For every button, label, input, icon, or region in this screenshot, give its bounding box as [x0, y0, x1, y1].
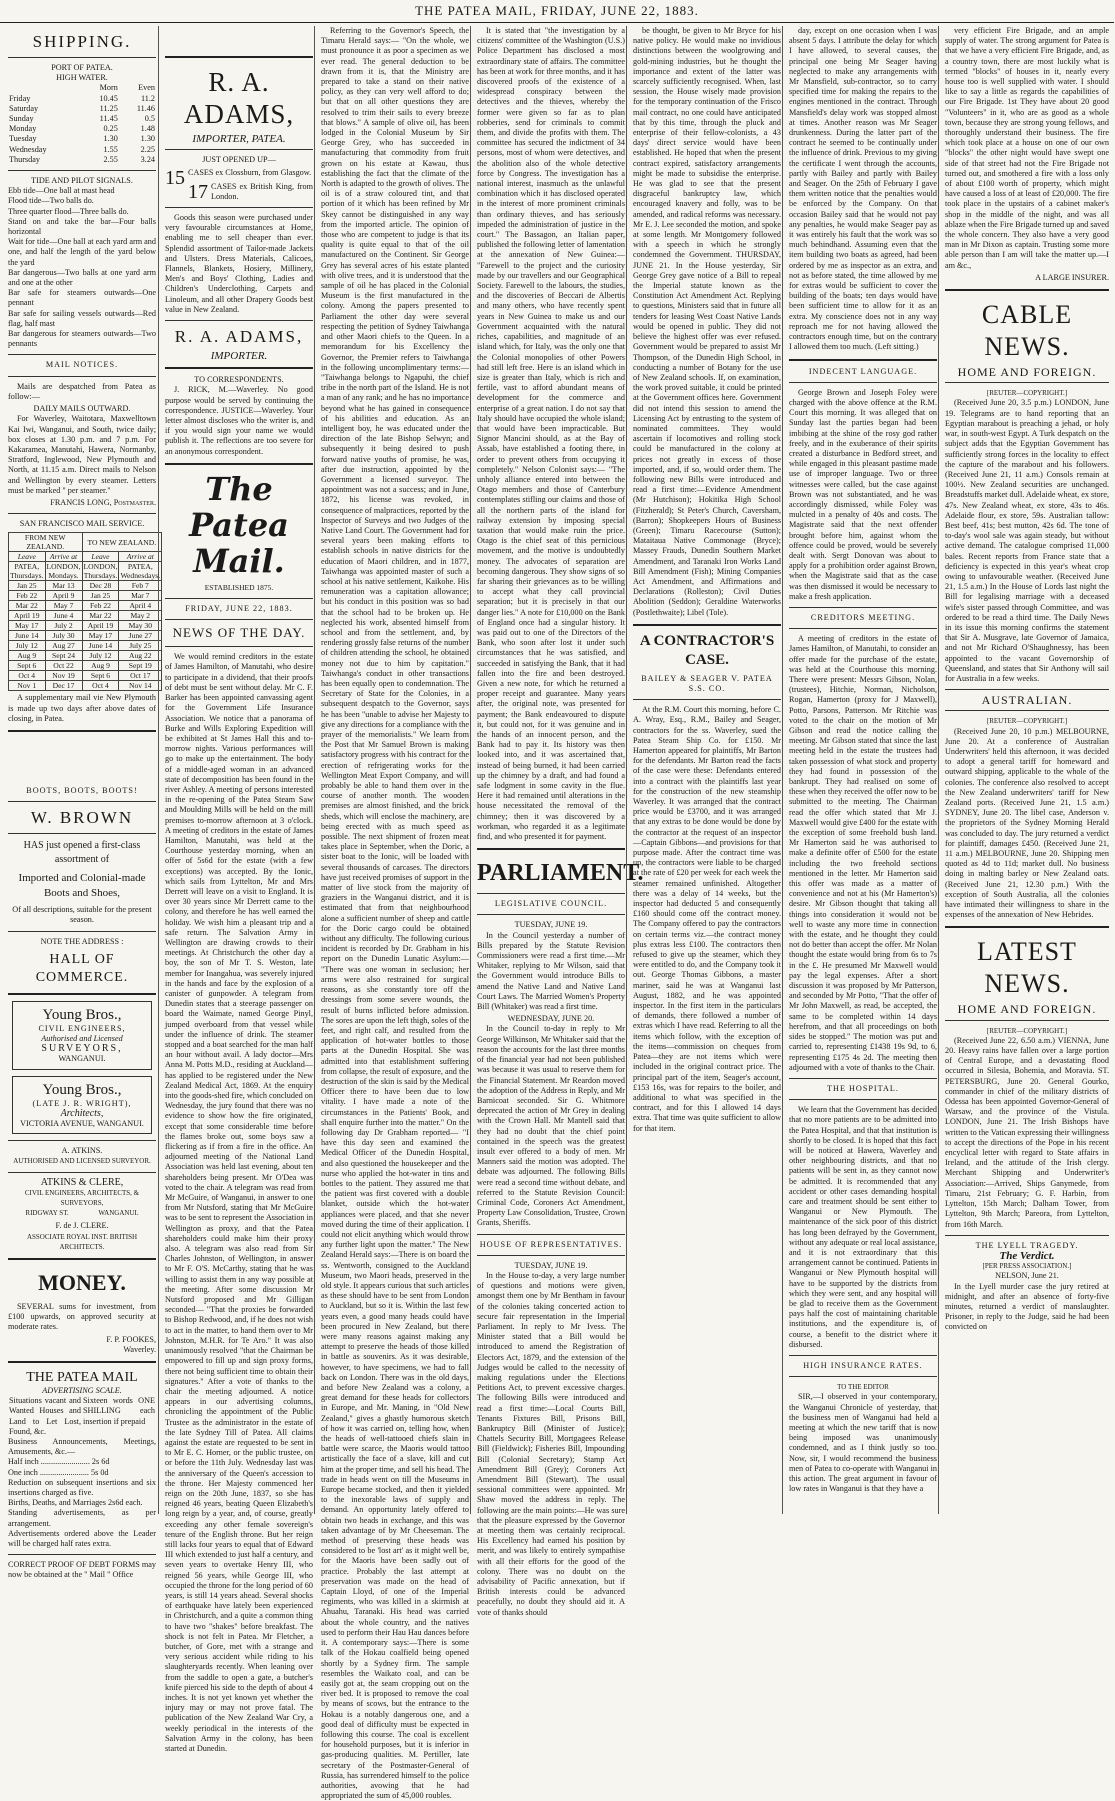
scale-line-3: Reduction on subsequent insertions and six insertions charged as five.: [8, 1477, 156, 1498]
scale-one: One inch ........................ 5s 0d: [8, 1467, 109, 1477]
young-bros-ad-2: Young Bros., (LATE J. R. WRIGHT), Architects, VICTORIA AVENUE, WANGANUI.: [12, 1076, 152, 1135]
tide-line: Bar safe for steamers outwards—One pennant: [8, 288, 156, 308]
creditors-title: CREDITORS MEETING.: [810, 612, 916, 622]
brown-address: HALL OF COMMERCE.: [35, 951, 129, 985]
high-water-heading: HIGH WATER.: [56, 73, 108, 83]
shipping-title: SHIPPING.: [32, 32, 132, 51]
contractor-parties: BAILEY & SEAGER V. PATEA S.S. CO.: [641, 673, 773, 693]
tide-line: Stand on and take the bar—Four balls horizontal: [8, 216, 156, 237]
young-bros-ad-1: Young Bros., CIVIL ENGINEERS, Authorised and Licensed SURVEYORS, WANGANUI.: [12, 1001, 152, 1070]
adams-name: R. A. ADAMS,: [183, 67, 295, 129]
reps-text: In the House to-day, a very large number of questions and motions were given, amongst them one by Mr Bentham in favour of the colonies taking concerted action to secure fair representation in the Imperial Parliament. In reply to Mr Ivess. The Minister stated that a Bill would be introduced to amend the Registration of Electors Act, 1879, and the extension of the Judges would be called to the necessity of making regulations under the Elections Petitions Act, to prevent excessive charges. The following Bills were introduced and read a first time:—Local Courts Bill, Tenants Fixtures Bill, Prisons Bill, Bankruptcy Bill (Minister of Justice); Chattels Security Bill, Mortgagees Release Bill (Fieldwick); Fisheries Bill, Impounding Bill (Colonial Secretary); Stamp Act Amendment Bill (Grey); Coroners Act Amendment Bill (Stewart). The usual sessional committees were appointed. Mr Shaw moved the address in reply. The following are the main points:—He was sure that the pleasure expressed by the Governor at meeting them was certainly reciprocal. His Excellency had earned his position by merit, and was likely to entirely sympathise with all their efforts for the good of the colony. There was no doubt on the advisability of Pacific annexation, but if British interests could be advanced peacefully, no doubt they should aid it. A vote of thanks should: [477, 1270, 625, 1617]
tide-line: Three quarter flood—Three balls do.: [8, 206, 129, 216]
news-of-day-title: NEWS OF THE DAY.: [172, 625, 306, 641]
column-3: [314, 26, 475, 1801]
brown-text-3: Of all descriptions, suitable for the present season.: [12, 905, 152, 925]
cable-sub: HOME AND FOREIGN.: [957, 365, 1097, 380]
parliament-title: PARLIAMENT.: [477, 860, 644, 887]
table-row: Nov 1 Dec 17 Oct 4 Nov 14: [9, 681, 162, 691]
scale-table: Situations vacant and Wanted Houses and Land to Let Lost, Found, &c. Sixteen words ONE SHILLING each insertion if prepaid: [9, 1396, 155, 1436]
postmaster-sign: FRANCIS LONG, Postmaster.: [50, 497, 156, 507]
latest-body: (Received June 22, 6.50 a.m.) VIENNA, June 20. Heavy rains have fallen over a large portion of Central Europe, and a devastating flood occurred in Silesia, Bohemia, and Moravia. ST. PETERSBURG, June 20. General Gourko, commander in chief of the military districts of Odessa has been appointed Governor-General of Warsaw, and the province of the Vistula. LONDON, June 21. The Irish Bishops have written to the Vatican expressing their willingness to accept the directions of the Pope in his recent encyclical letter with regard to State affairs in Ireland, and the attitude of the Irish clergy. Merchant Shipping and Underwriter's Association:—Arrived, Ships Ganymede, from Timaru, 21st February; G. F. Harbin, from Lyttelton, 15th March; Dalham Tower, from Lyttelton, 9th March; Pareora, from Lyttelton, from 16th March.: [945, 1035, 1109, 1229]
money-text: SEVERAL sums for investment, from £100 upwards, on approved security at moderate rates.: [8, 1302, 156, 1332]
sf-note: A supplementary mail vie New Plymouth is made up two days after above dates of closing, in Patea.: [8, 693, 156, 723]
table-row: Feb 22 April 9 Jan 25 Mar 7: [9, 591, 162, 601]
cable-body: (Received June 20, 3.5 p.m.) LONDON, June 19. Telegrams are to hand reporting that an Egyptian marabout is preaching a jehad, or holy war, in south-west Egypt. A Turk despatch on the subject adds that the Egyptian Government has sufficiently strong forces in the locality to effect the capture of the marabout and his followers. (Received June 21, 11 a.m.) Consols remain at 100½. New Zealand securities are unchanged. Breadstuffs market dull. Adelaide wheat, ex store, 47s. New Zealand wheat, ex store, 43s to 46s. Adelaide flour, ex store, 59s. Australian tallow: Best beef, 41s; best mutton, 42s 6d. The tone of to-day's wool sale was again steady, but without active demand. The catalogue comprised 11,000 bales. Recent reports from France state that a deficiency is expected in this year's wheat crop owing to unfavourable weather. (Received June 21, 1.5 a.m.) In the House of Lords last night the Bill for legalising marriage with a deceased wife's sister passed through Committee, and was ordered to be read a third time. The Daily News in its issue this morning confirms the statement that Sir A. Musgrave, late Governor of Jamaica, and not Mr Richard O'Shaughnessy, has been appointed to the vacant Governorship of Queensland, and states that Sir Anthony will sail for Australia in a few weeks.: [945, 398, 1109, 683]
table-row: Aug 9 Sept 24 July 12 Aug 22: [9, 651, 162, 661]
masthead: THE PATEA MAIL, FRIDAY, JUNE 22, 1883.: [0, 0, 1114, 23]
lyell-title: THE LYELL TRAGEDY.: [975, 1240, 1079, 1250]
adams-sub-2: IMPORTER.: [210, 350, 268, 363]
high-water-table: Morn Even Friday 10.45 11.2 Saturday 11.25 11.46 Sunday 11.45 0.5 Monday 0.25 1.48 Tuesday 1.30 1.30 Wednesday 1.55 2.25 Thursday 2.55 3.24: [9, 83, 155, 164]
table-row: Monday 0.25 1.48: [9, 124, 155, 134]
tide-line: Bar safe for sailing vessels outwards—Red flag, half mast: [8, 308, 156, 328]
column-2: [158, 26, 319, 1754]
mail-intro: Mails are despatched from Patea as follow:—: [8, 381, 156, 401]
tide-line: Ebb tide—One ball at mast head: [8, 186, 115, 196]
tide-line: Bar dangerous—Two balls at one yard arm and one at the other: [8, 267, 156, 288]
correspondents-title: TO CORRESPONDENTS.: [194, 375, 284, 385]
table-row: Mar 22 May 7 Feb 22 April 4: [9, 601, 162, 611]
contractor-body: At the R.M. Court this morning, before C. A. Wray, Esq., R.M., Bailey and Seager, contractors for the ss. Waverley, sued the Patea Steam Ship Co. for £150. Mr Hamerton appeared for plaintiffs, Mr Barton for the defendants. Mr Barton read the facts of the case were these: Defendants entered into a contract with the plaintiffs last year for the construction of the new steamship Waverley. It was arranged that the contract price would be £3700, and it was arranged that any extras to be done would be done by the contractor at the request of an inspector—Captain Gibbons—and provisions for that purpose made. After the contract time was up, the contractors were liable to be charged at the rate of £20 per week for each week the steamer remained unfinished. Altogether there was a delay of 14 weeks, but the inspector had deducted 5 and consequently £160 should come off the contract money. The Company offered to pay the contractors on certain terms viz.—the contract money plus extras less £100. The contractors then refused to give up the steamer, which they were entitled to do, and the Company took it out. George Thomas Gibbons, a master mariner, said he was at Wanganui last August, 1882, and he was appointed inspector. In the first item in the particulars of demands, there followed a number of extras which I have read. Referring to all the items which follow, with the exception of the items—commission on cheques from Patea—they are not items which were included in the original contract price. The principal part of the item, Seager's account, £153 16s, was for repairs to the boiler, and additional to what was specified in the contract, and for this I allowed 14 days extra. That time was quite sufficient to allow for that item.: [633, 705, 781, 1133]
tide-signals-title: TIDE AND PILOT SIGNALS.: [31, 176, 133, 186]
mail-body: For Waverley, Waitotara, Maxwelltown Kai Iwi, Wanganui, and South, twice daily; box closes at 1.30 p.m. and 7 p.m. For Kakaramea, Manutahi, Hawera, Normanby, Stratford, Inglewood, New Plymouth and North, at 11.15 a.m. Direct mails to Nelson and Wellington by every steamer. Letters must be marked " per steamer.": [8, 414, 156, 495]
clere-name: ATKINS & CLERE,: [40, 1176, 124, 1188]
australian-body: (Received June 20, 10 p.m.) MELBOURNE, June 20. At a conference of Australian Underwriters' held this afternoon, it was decided to adopt a general tariff for homeward and outward shipping, applicable to the whole of the colonies. The conference also resolved to accept the New Zealand underwriters' tariff for New Zealand ports. (Received June 21, 1.5 a.m.) SYDNEY, June 20. The libel case, Anderson v. the proprietors of the Sydney Morning Herald was concluded to day. The jury returned a verdict for plaintiff, damages £450. (Received June 21, 11 a.m.) MELBOURNE, June 20. Shipping men quoted as 4d to 11d; market dull. No business doing in malting barley or New Zealand oats. (Received June 21, 12.30 p.m.) With the exception of South Australia, all the colonies have intimated their willingness to share in the expenses of the annexation of New Hebrides.: [945, 726, 1109, 920]
tide-line: Flood tide—Two balls do.: [8, 196, 94, 206]
table-row: April 19 June 4 Mar 22 May 2: [9, 611, 162, 621]
table-row: June 14 July 30 May 17 June 27: [9, 631, 162, 641]
table-row: Friday 10.45 11.2: [9, 93, 155, 103]
cable-news-title: CABLE NEWS.: [981, 300, 1073, 362]
table-row: Tuesday 1.30 1.30: [9, 134, 155, 144]
mail-notices-title: MAIL NOTICES.: [45, 360, 119, 370]
table-row: May 17 July 2 April 19 May 30: [9, 621, 162, 631]
scale-title: THE PATEA MAIL: [26, 1370, 138, 1386]
adams-name-2: R. A. ADAMS,: [174, 327, 304, 347]
brown-text-1: HAS just opened a first-class assortment of: [23, 840, 141, 866]
column-5: [626, 26, 787, 1514]
table-row: Saturday 11.25 11.46: [9, 103, 155, 113]
boots-header: BOOTS, BOOTS, BOOTS!: [26, 785, 138, 795]
scale-line-4: Births, Deaths, and Marriages 2s6d each.: [8, 1498, 143, 1508]
paper-title: The Patea Mail.: [189, 469, 289, 580]
correspondents-body: J. RICK, M.—Waverley. No good purpose would be served by continuing the correspondence. JUSTICE—Waverley. Your letter almost discloses who the writer is, and if you would sign your name we would publish it. The reflections are too severe for an anonymous correspondent.: [165, 385, 313, 456]
col6-body: day, except on one occasion when I was absent 5 days. I attribute the delay for which I have allowed, to several causes, the principal one being Mr Seager having neglected to make any arrangements with Mr Mansfield, sub-contractor, so to carry specified time for making the repairs to the engines mentioned in the contract. Through Mansfield's delay work was stopped almost at times. Another reason was Mr Seager drunkenness. During the latter part of the contract he seemed to be continually under the influence of drink. Previous to my giving the certificate I went through the accounts, partly with Bailey and partly with Bailey and Seager. On the 25th of February I gave them written notice that the penalties would be enforced by the Company. On that occasion Bailey said that he would not pay any penalties, he would make Seager pay as it was entirely his fault that the work was so much behindhand. Assuming even that the item building two boats as agreed, had been ordered by me as inspector as an extra, and not as before stated, the time allowed by me for extras would be sufficient to cover the building of the boats; ten days would have been sufficient time to allow for it as an extra. My conscience does not in any way reproach me for not having allowed the contractors enough time, but on the contrary I allowed them too much. (Left sitting.): [789, 26, 937, 352]
column-6: day, except on one occasion when I was absent 5 days. I attribute the delay for which I have allowed, to several causes, the principal one being Mr Seager having neglected to make any arrangements with Mr Mansfield, sub-contractor, so to carry specified time for making the repairs to the engines mentioned in the contract. Through Mansfield's delay work was stopped almost at times. Another reason was Mr Seager drunkenness. During the latter part of the contract he seemed to be continually under the influence of drink. Previous to my giving the certificate I went through the accounts, partly with Bailey and partly with Bailey and Seager. On the 25th of February I gave them written notice that the penalties would be enforced by the Company. On that occasion Bailey said that he would not pay any penalties, he would make Seager pay as it was entirely his fault that the work was so much behindhand. Assuming even that the item building two boats as agreed, had been ordered by me as inspector as an extra, and not as before stated, the time allowed by me for extras would be sufficient to cover the building of the boats; ten days would have been sufficient time to allow for it as an extra. My conscience does not in any way reproach me for not having allowed the contractors enough time, but on the contrary I allowed them too much. (Left sitting.) INDECENT LANGUAGE. George Brown and Joseph Foley were charged with the above offence at the R.M. Court this morning. It was alleged that on Sunday last the parties began had been imbibing at the shine of the rosy god rather freely, and in the exuberance of their spirits created a disturbance in Bedford street, and while engaged in this pleasant pastime made use of improper language. Two or three witnesses were called, but the case against Brown was not substantiated, and he was accordingly dismissed, while Foley was mulcted in a penalty of 40s and costs. The Magistrate said that the next offender brought before him, against whom the offence could be proved, would be severely dealt with. Sergt Donovan was about to apply for a prohibition order against Brown, when the Magistrate said that as the case was then dismissed it would be necessary to make a fresh application. CREDITORS MEETING. A meeting of creditors in the estate of James Hamilton, of Manutahi, to consider an offer made for the purchase of the estate, was held at the Courthouse this morning. There were present: Messrs Gibson, Nolan, (trustees), Hitchie, Norman, Nicholson, Rogan, Hamerton (proxy for J Maxwell), Potto, Parsons, Patterson. Mr Ritchie was voted to the chair on the motion of Mr Gibson and read the notice calling the meeting. Mr Gibson stated that since the last meeting held in the estate the trustees had taken possession of what stock and property they had found in possession of the bankrupt. They had realised on some of these when they received the offer now to be submitted to the meeting. The Chairman read the offer which stated that Mr J. Maxwell would give £400 for the estate with the exception of some freehold bush land. Mr Hamerton said he was authorised to make a definite offer of £500 for the estate including the two freehold sections mentioned in the letter. Mr Hamerton said this offer was made as a matter of convenience and not at his (Mr Hamerton's) desire. Mr Gibson thought that taking all things into consideration it would not be well to waste any more time in connection with the estate, and he thought they could not do better than accept the offer. Mr Nolan thought the estate would bring from 6s to 7s in the £. He presumed Mr Maxwell would pay the legal expenses. After a short discussion it was proposed by Mr Patterson, and seconded by Mr Potto, "That the offer of Mr John Maxwell, as read, be accepted, the same to be completed within 14 days herefrom, and that all proceedings on both sides be stopped." The motion was put and carried to, representing £1438 19s 9d, to 6, representing £175 4s 2d. The meeting then adjourned with a vote of thanks to the Chair. THE HOSPITAL. We learn that the Government has decided that no more patients are to be admitted into the Patea Hospital, and that that institution is shortly to be closed. It is hoped that this fact will be noticed at Hawera, Waverley and other neighbouring districts, and that no patients will be sent in, as they cannot now be admitted. It is recommended that any accident or other cases demanding hospital care and treatment should be sent either to Wanganui or New Plymouth. The maintenance of the sick poor of this district has long been defrayed by the Government, without any adequate or real local assistance, and it is not extraordinary that this arrangement cannot be continued. Patients in Wanganui or New Plymouth hospital will have to be supported by the districts from which they were sent, and any hospital will be glad to receive them as the Government pays half the cost of maintaining charitable institutions, and the expenditure is, of course, a benefit to the district where it disbursed. HIGH INSURANCE RATES. TO THE EDITOR SIR,—I observed in your contemporary, the Wanganui Chronicle of yesterday, that the business men of Wanganui had held a meeting at which the new tariff that is now being imposed was unanimously condemned, and as I think justly so too. Now, sir, I would recommend the business men of Patea to co-operate with Wanganui in this action. The great argument in favour of low rates in Wanganui is that they have a: [782, 26, 943, 1514]
indecent-body: George Brown and Joseph Foley were charged with the above offence at the R.M. Court this morning. It was alleged that on Sunday last the parties began had been imbibing at the shine of the rosy god rather freely, and in the exuberance of their spirits created a disturbance in Bedford street, and while engaged in this pleasant pastime made use of improper language. Two or three witnesses were called, but the case against Brown was not substantiated, and he was accordingly dismissed, while Foley was mulcted in a penalty of 40s and costs. The Magistrate said that the next offender brought before him, against whom the offence could be proved, would be severely dealt with. Sergt Donovan was about to apply for a prohibition order against Brown, when the Magistrate said that as the case was then dismissed it would be necessary to make a fresh application.: [789, 387, 937, 601]
sf-mail-table: FROM NEW ZEALAND. TO NEW ZEALAND. Leave Arrive at Leave Arrive at PATEA, Thursdays. LONDON, Mondays. LONDON, Thursdays. PATEA, Wednesdays. Jan 25 Mar 13 Dec 28 Feb 7 Feb 22 April 9 Jan 25 Mar 7 Mar 22 May 7 Feb 22 April 4 April 19 June 4 Mar 22 May 2 May 17 July 2 April 19 May 30 June 14 July 30 May 17 June 27 July 12 Aug 27 June 14 July 25 Aug 9 Sept 24 July 12 Aug 22 Sept 6 Oct 22 Aug 9 Sept 19 Oct 4 Nov 19 Sept 6 Oct 17 Nov 1 Dec 17 Oct 4 Nov 14: [10, 533, 161, 691]
scale-line-6: Advertisements ordered above the Leader will be charged half rates extra.: [8, 1528, 156, 1549]
clere-line-1: CIVIL ENGINEERS, ARCHITECTS, & SURVEYORS,: [24, 1188, 140, 1207]
lyell-verdict: The Verdict.: [999, 1249, 1055, 1262]
brown-note: NOTE THE ADDRESS :: [40, 936, 124, 946]
table-row: Sept 6 Oct 22 Aug 9 Sept 19: [9, 661, 162, 671]
table-row: July 12 Aug 27 June 14 July 25: [9, 641, 162, 651]
table-row: Oct 4 Nov 19 Sept 6 Oct 17: [9, 671, 162, 681]
news-body: We would remind creditors in the estate of James Hamilton, of Manutahi, who desire to participate in a dividend, that their proofs of debt must be sent without delay. Mr C. F. Barker has been appointed canvassing agent for the Government Life Insurance Association. We notice that a panorama of Burke and Wills Exploring Expedition will be exhibited at St James Hall this and to-morrow nights. Various performances will go to make up the entertainment. The body of a middle-aged woman in an advanced state of decomposition has been found in the river Ashley. A meeting of persons interested in the re-opening of the Patea Steam Saw and Moulding Mills will be held on the mill premises to-morrow afternoon at 3 o'clock. A meeting of creditors in the estate of James Hamilton, Manutahi, was held at the Courthouse yesterday morning, when an offer of 5s6d for the estate (with a few exceptions) was accepted. By the Ionic, which sails from Lyttelton, Mr and Mrs Derrett will leave on a visit to England. It is over 30 years since Mr Derrett came to the colony, and therefore he has well earned the holiday. We wish him a pleasant trip and a safe return. The Salvation Army in Wellington are drawing crowds to their meetings. At Christchurch the other day a boy, the son of Mr T. S. Weston, late member for Inangahua, was severely injured in the hands and face by the explosion of a canister of gunpowder. A telegram from Dunedin states that a steerage passenger on board the Waimate, named George Pinyl, jumped overboard from that vessel while under the influence of drink. The steamer stopped and a boat searched for the man half an hour without avail. A lady doctor—Mrs Anna M. Potts M.D., residing at Auckland—has applied to be registered under the New Zealand Medical Act, 1869. At the enquiry into the goods-shed fire, which concluded on Wednesday, the jury found that there was no evidence to show how the fire originated, except that some considerable time before the flames broke out, some boys saw a flickering as if from a fire in the office. An adjourned meeting of the National Land Association was held last evening, about ten shareholders being present. Mr O'Dea was voted to the chair. A telegram was read from Mr McGuire, of Wanganui, in answer to one from Mr Nutsford, stating that Mr McGuire was to be sent to represent the Association in Wellington as proxy, and that the Patea shareholders could make him their proxy also. A telegram was also read from Sir Charles Johnston, of Wellington, in answer to Mr F. O'S. McCarthy, stating that he was willing to assist them in any way possible at the meeting. After some discussion Mr Nutsford proposed and Mr Gilligan seconded— "That the proxies be forwarded to Bishop Redwood, and, if he does not wish to act in the matter, to hand them over to Mr Johnston, M.H.R. for Te Aro." It was also unanimously resolved "that the Chairman be empowered to fill up and sign proxy forms, there not being sufficient time to obtain their signatures." After a vote of thanks to the chair the meeting adjourned. A notice appears in our advertising columns, chronicling the appointment of the Public Trustee as the administrator in the estate of the late Sydney Till of Patea. All claims against the estate are requested to be sent in to Mr E. C. Horner, or the public trustee, on or before the 11th July. Wednesday last was the anniversary of the Queen's accession to the throne. Her Majesty commenced her reign on the 20th June, 1837, so she has reigned 46 years, beating Queen Elizabeth's long reign by a year, and, of course, greatly exceeding any other female sovereign's tenure of the English throne. But her reign still lacks four years to equal that of Edward III which extended to just half a century, and seven years to overtake Henry III, who reigned 56 years, while George III, who occupied the throne for the long period of 60 years, is still 14 years ahead. Several shocks of earthquake have lately been experienced in Christchurch, and a quite a common thing to have two "shakes" before breakfast. The shock is not felt in Patea. Mr Fletcher, a butcher, of Gore, met with a strange and very serious accident while riding to his slaughteryards recently. When leaning over from the saddle to open a gate, a butcher's knife pierced his side to the depth of about 4 inches. It is not yet known yet whether the injury may or may not prove fatal. The publication of the New Zealand War Cry, a weekly periodical in the interests of the Salvation Army in the colony, has been started at Dunedin.: [165, 652, 313, 1754]
scale-line-2: Business Announcements, Meetings, Amusements, &c.—: [8, 1437, 156, 1457]
scale-half: Half inch ........................ 2s 6d: [8, 1457, 110, 1467]
col7-body: very efficient Fire Brigade, and an ample supply of water. The strong argument for Patea is that we have a very efficient Fire Brigade, and, as a country town, there are most luckily what is termed "blocks" of houses in it, nearly every house too is well supplied with water. I should like to say a little as regards the capabilities of our Fire Brigade. 1st They have about 20 good "Volunteers" in it, who are as good as a whole town, because they are strong young fellows, and thoroughly understand their business. The fire which took place at a house on one of our own "blocks" the other night would have swept one side of that street had not the Fire Brigade not turned out, and smothered a fire with a loss only of about £100 worth of property, which might have caused a loss of at least of £20,000. The fire took place in the upstairs of a cabinet maker's shop in the middle of the night, and was all ablaze when the Fire Brigade turned up and saved the whole concern. They also have a very good man in Mr Dixon as captain. Trusting some more able person than I am will take the matter up.—I am &c.,: [945, 26, 1109, 270]
tide-line: Bar dangerous for steamers outwards—Two pennants: [8, 329, 156, 349]
table-row: Jan 25 Mar 13 Dec 28 Feb 7: [9, 581, 162, 591]
legislative-council-heading: LEGISLATIVE COUNCIL.: [494, 899, 608, 909]
atkins-line: AUTHORISED AND LICENSED SURVEYOR.: [13, 1157, 151, 1166]
table-row: Wednesday 1.55 2.25: [9, 144, 155, 154]
proof-notice: CORRECT PROOF OF DEBT FORMS may now be obtained at the " Mail " Office: [8, 1560, 156, 1580]
daily-mails-heading: DAILY MAILS OUTWARD.: [33, 404, 131, 414]
col3-body: Referring to the Governor's Speech, the Timaru Herald says:— "On the whole, we must pronounce it as poor a specimen as we ever read. The general deduction to be drawn from it is, that the Ministry are prepared to take a stand on their native policy, as they can very well afford to do; but that on all other questions they are resolved to trim their sails to every breeze that blows." A sample of olive oil, has been lodged in the Colonial Museum by Sir George Grey, who has succeeded in manufacturing that commodity from fruit grown on his estate at Kawau, thus establishing the fact that the climate of the North is adapted to the growth of olives. The oil is of a straw coloured tint, and that portion of it which has been refined by Mr Skey cannot be distinguished in any way from the imported article. The opinion of those who are competent to judge is that its quality is quite equal to that of the oil manufactured on the Continent. Sir George Grey has several acres of his estate planted with olive trees, and it is understood that the sample of oil he has placed in the Colonial Museum is the first manufactured in the colony. Among the papers presented to Parliament the other day were several respecting the petition of Sydney Taiwhanga and other Maori chiefs to the Queen. In a memorandum for his Excellency the Governor, the Premier refers to Taiwhanga in the following uncomplimentary terms:— "Taiwhanga belongs to Ngapuhi, the chief tribe in the north part of the Island. He is not a man of any rank; and he has no importance beyond what he has gained in consequence of his abilities and education. As an intelligent boy, he was educated under the direction of the late Bishop Selwyn; and subsequently it being desired to push forward native youths of promise, he was, after due instruction, appointed by the Government a licensed surveyor. The appointment was not a success; and in June, 1872, his license was revoked, in consequence of malpractices, reported by the Inspector of Surveys and two Judges of the Native Land Court. The Government had for several years been making efforts to establish schools in native districts for the education of Maori children, and in 1877, Taiwhanga was appointed master of such a school at his native settlement, Kaikohe. His remuneration was a capitation allowance; but his conduct in this position was so bad that the school had to be broken up. He neglected his work, absented himself from school and from the settlement, and, by rendering grossly false returns of the number of children attending the school, he obtained money not due to him by capitation." Taiwhanga's conduct in other transactions has been equally open to condemnation. The Secretary of State for the Colonies, in a subsequent despatch to the Governor, says he has been "unable to advise her Majesty to give any directions for a compliance with the prayer of the memorialists." We learn from the Post that Mr Samuel Brown is making satisfactory progress with his contract for the erection of refrigerating works for the Wellington Meat Export Company, and will probably be able to hand them over in the course of another month. The wooden premises are almost finished, and the brick sheds, which will enclose the machinery, are being erected with as much speed as possible. The next shipment of frozen meat takes place in September, when the Doric, a sister boat to the Ionic, will be loaded with several thousands of carcases. The directors have just received promises of support in the matter of live stock from the majority of graziers in the Wanganui district, and it is estimated that from that neighbourhood alone a sufficient number of sheep and cattle for the Doric cargo could be obtained without any difficulty. The following curious incident is recorded by Dr. Grabham in his report on the Dunedin Lunatic Asylum:— "There was one woman in seclusion; her arms were also restrained for surgical reasons, as she constantly tore off the dressings from some severe wounds, the result of burns inflicted before admission. The sores are upon the left thigh, soles of the feet, and right calf, and resulted from the application of hot-water bottles to those parts at the Dunedin Hospital. She was admitted into that establishment suffering from collapse, the result of exposure, and the destruction of the skin is said by the Medical Officer there to have been due to low vitality. I have made a note of the circumstances in the Patients' Book, and shall enquire further into the matter." On the following day Dr Grabham reported— "I have this day seen and examined the Medical Officer of the Dunedin Hospital, and also questioned the housekeeper and the nurse who applied the hot-water in tins and bottles to the patient. They assured me that the patient was first covered with a double blanket, outside which the hot-water appliances were placed, and that she never moved during the time of their application. I could not elicit anything which would throw any further light upon the matter." The New Zealand Herald says:—There is on board the ss. Wentworth, consigned to the Auckland Museum, two Maori heads, preserved in the old style. It appears curious that such articles as these should have to be sent from London to Auckland, but so it is. Within the last few years even, a good many heads could have been procured in New Zealand, but there were many reasons against making any attempt to preserve the heads of those killed in battle as souvenirs. As it was desirable, however, to have specimens, we had to fall back on London. There was in the old days, and before New Zealand was a colony, a great demand for these heads for collectors in Europe, and Mr. Maning, in "Old New Zealand," gives a ghastly humorous sketch of how it was carried on, telling how, when the heads of well-tattooed chiefs slain in battle were scarce, the Maoris would tattoo artistically the face of a slave, kill and cut him at the proper time, and sell his head. The trade in heads went on till the Museums in Europe became stocked, and then it yielded to the inexorable laws of supply and demand. An opportunity lately offered to obtain two heads in exchange, and this was taken advantage of by Mr Cheeseman. The method of preserving these heads was considered to be 'lost art' as it might well be, for the Maoris have been sadly out of practice. Probably the last attempt at preservation was made on the head of Captain Lloyd, of one of the Imperial regiments, who was killed in a skirmish at Ahuahu, Taranaki. His head was carried about the whole country, and the natives used to perform their Hau Hau dances before it. A contemporary says:—There is some talk of the Hokau coalfield being opened shortly by a Sydney firm. The sample resembles the Waikato coal, and can be easily got at, the seam cropping out on the river bed. It is proposed to remove the coal by means of scows, but the entrance to the Hokau is a notably dangerous one, and a good deal of difficulty must be expected in following this course. The coal is excellent for household purposes, but it is inferior in gas-producing qualities. M. Pertiller, late secretary of the Postmaster-General of Russia, has surrendered himself to the police authorities, avowing that he had appropriated the sum of 45,000 roubles.: [321, 26, 470, 1801]
latest-news-title: LATEST NEWS.: [977, 937, 1077, 999]
money-sign: F. P. FOOKES,: [106, 1334, 156, 1344]
australian-title: AUSTRALIAN.: [981, 693, 1073, 708]
creditors-body: A meeting of creditors in the estate of James Hamilton, of Manutahi, to consider an offer made for the purchase of the estate, was held at the Courthouse this morning. There were present: Messrs Gibson, Nolan, (trustees), Hitchie, Norman, Nicholson, Rogan, Hamerton (proxy for J Maxwell), Potto, Parsons, Patterson. Mr Ritchie was voted to the chair on the motion of Mr Gibson and read the notice calling the meeting. Mr Gibson stated that since the last meeting held in the estate the trustees had taken possession of what stock and property they had found in possession of the bankrupt. They had realised on some of these when they received the offer now to be submitted to the meeting. The Chairman read the offer which stated that Mr J. Maxwell would give £400 for the estate with the exception of some freehold bush land. Mr Hamerton said he was authorised to make a definite offer of £500 for the estate including the two freehold sections mentioned in the letter. Mr Hamerton said this offer was made as a matter of convenience and not at his (Mr Hamerton's) desire. Mr Gibson thought that taking all things into consideration it would not be well to waste any more time in connection with the estate, and he thought they could not do better than accept the offer. Mr Nolan thought the estate would bring from 6s to 7s in the £. He presumed Mr Maxwell would pay the legal expenses. After a short discussion it was proposed by Mr Patterson, and seconded by Mr Potto, "That the offer of Mr John Maxwell, as read, be accepted, the same to be completed within 14 days herefrom, and that all proceedings on both sides be stopped." The motion was put and carried to, representing £1438 19s 9d, to 6, representing £175 4s 2d. The meeting then adjourned with a vote of thanks to the Chair.: [789, 634, 937, 1072]
scale-line-5: Standing advertisements, as per arrangement.: [8, 1508, 156, 1528]
table-row: Sunday 11.45 0.5: [9, 114, 155, 124]
contractor-case-title: A CONTRACTOR'S CASE.: [639, 632, 775, 668]
adams-body: Goods this season were purchased under very favourable circumstances at Home, enabling me to sell cheaper than ever. Splendid assortment of Tailor-made Jackets and Ulsters. Dress Materials, Calicoes, Flannels, Blankets, Hosiery, Millinery, Men's and Boys' Clothing, Ladies and Children's Underclothing, Carpets and Linoleum, and all other Drapery Goods best value in New Zealand.: [165, 213, 313, 314]
clere-line-2: RIDGWAY ST. WANGANUI.: [25, 1209, 139, 1218]
col5-body: be thought, be given to Mr Bryce for his native policy. He would make no invidious distinctions between the woolgrowing and gold-mining industries, but he thought the importance and extent of the latter was scarcely sufficiently recognised. When, last session, the House wisely made provision for the temporary continuation of the Frisco mail contract, no one could have anticipated that by this time, through the pluck and enterprise of their fellow-colonists, a 43 days' direct service would have been established. He hoped that when the present contract expired, satisfactory arrangements might be made to subsidise the enterprise. He was glad to see that the present disgraceful bankruptcy law, which encouraged knavery and folly, was to be amended, and radical reforms was necessary. Mr E. J. Lee seconded the motion, and spoke at some length. Mr Montgomery followed with a speech in which he strongly condemned the Government. THURSDAY, JUNE 21. In the House yesterday, Sir George Grey gave notice of a Bill to repeal the Imperial statute known as the Constitution Act Amendment Act. Replying to questions, Ministers said that in future all tenders for leasing West Coast Native Lands would be opened in public. They did not believe the highest offer was ever refused. Government would be prepared to assist Mr Thompson, of the Dunedin High School, in conducting a number of Botany for the use of New Zealand schools. If, on examination, the work proved suitable, it could be printed at the Government offices here. Government did not intend this session to amend the Licensing Act by entrusting to the system of nominated committees. They would ascertain if locomotives and rolling stock could be manufactured in the colony at prices not greatly in excess of those imported, and, if so, would order them. The following new Bills were introduced and read a first time:—Evidence Amendment (Mr Hutchison); Hokitika High School (Fitzherald); St Peter's Church, Caversham, (Barron); Shopkeepers Hours of Business (Green); Timaru Racecourse (Sutton); Mataitaua Native Commonage (Bryce); Massey Frauds, Dunedin Southern Market Amendment, and Taranaki Iron Works Land Bill Amendment (Fish); Mining Companies Act Amendment, and Affirmations and Declarations (Rolleston); Civil Duties Abolition (Seddon); Geraldine Waterworks (Postlethwaite); Libel (Tole).: [633, 26, 781, 617]
hospital-body: We learn that the Government has decided that no more patients are to be admitted into the Patea Hospital, and that that institution is shortly to be closed. It is hoped that this fact will be noticed at Hawera, Waverley and other neighbouring districts, and that no patients will be sent in, as they cannot now be admitted. It is recommended that any accident or other cases demanding hospital care and treatment should be sent either to Wanganui or New Plymouth. The maintenance of the sick poor of this district has long been defrayed by the Government, without any adequate or real local assistance, and it is not extraordinary that this arrangement cannot be continued. Patients in Wanganui or New Plymouth hospital will have to be supported by the districts from which they were sent, and any hospital will be glad to receive them as the Government pays half the cost of maintaining charitable institutions, and the expenditure is, of course, a benefit to the district where it disbursed.: [789, 1105, 937, 1349]
col4-body: It is stated that "the investigation by a citizens' committee of the Washington (U.S.) Police Department has disclosed a most extraordinary state of affairs. The committee has been at work for three months, and it has discovered proofs of the existence of a widespread conspiracy between the detectives and the thieves, whereby the former were given so far as to plan robberies, send for criminals to commit them, and divide the profits with them. The committee has secured the indictment of 34 persons, most of whom were detectives, and the abolition also of the whole detective force by Congress. The investigation has a national interest, inasmuch as the unlawful combination which it has disclosed operated in the interest of more prominent criminals than ordinary thieves, and has seriously impeded the administration of justice in the court." The Bassagon, an Italian paper, published the following letter of lamentation at the annexation of New Guinea:— "Farewell to the project and the curiosity made by our travellers and our Geographical Society. Farewell to the labours, the studies, and the discoveries of Beccari de Albertis and many others, who have recently spent years in New Guinea to make us and our Government acquainted with the natural riches, capabilities, and magnitude of an island which, for Italy, was the only one that the Colonial monopolies of other Powers had still left free. Here is an island which in size is greater than Italy, which is rich and fertile, vast to afford abundant means of development for the commerce and enterprise of a great nation. I do not say that Italy should have occupied the whole island; that would have been impracticable. But Signor Mancini should, as at the Bay of Assab, have established a footing there, in order to prevent others from occupying it completely." Nelson Colonist says:— "The unholy alliance entered into between the Otago members and those of Canterbury contemplates stifling our claims and those of all the northern parts of the island for railway extension by imposing special taxation that would make ruin the price. Otago is the chief seat of this pernicious movement, and the motive is undoubtedly money. The advocates of separation are becoming dangerous. They show signs of so far sharing their grievances as to be willing to accept what they call provincial separation; but it is precisely in that our danger lies." A note for £10,000 on the Bank of England once had a singular history. It was paid out to one of the Directors of the Bank, who soon after lost it under such circumstances that he was satisfied, and succeeded in satisfying the Bank, that it had fallen into the fire and been destroyed. Given a new note, for which he returned a proper receipt and guarantee. Many years after, the original note, was presented for payment; the Bank endeavoured to dispute it, but could not, for it was genuine and in the hands of an innocent person, and the Bank had to pay it. Its history was then looked into, and it was ascertained that, instead of being burned, it had been carried up the chimney by a draft, and had found a safe lodgment in some cavity in the flue. Here it had remained until alterations in the house necessitated the removal of the chimney; then it was discovered by a workman, who regarded it as a legitimate find, and who presented it for payment.: [477, 26, 625, 842]
tide-line: Wait for tide—One ball at each yard arm and one, and half the length of the yard below the yard: [8, 237, 156, 267]
paper-established: ESTABLISHED 1875.: [204, 582, 274, 592]
insurer-sign: A LARGE INSURER.: [1035, 272, 1109, 282]
paper-date: FRIDAY, JUNE 22, 1883.: [185, 604, 293, 614]
clere-line-3: ASSOCIATE ROYAL INST. BRITISH ARCHITECTS.: [26, 1232, 138, 1251]
indecent-title: INDECENT LANGUAGE.: [808, 366, 918, 376]
table-row: Thursday 2.55 3.24: [9, 154, 155, 164]
hospital-title: THE HOSPITAL.: [827, 1083, 899, 1093]
brown-name: W. BROWN: [30, 808, 134, 828]
column-1: [2, 26, 162, 1580]
lyell-body: In the Lyell murder case the jury retired at midnight, and after an absence of forty-five minutes, returned a verdict of manslaughter. Prisoner, in reply to the Judge, said he had been convicted on: [945, 1281, 1109, 1332]
money-title: MONEY.: [38, 1270, 126, 1295]
council-text-1: In the Council yesterday a number of Bills prepared by the Statute Revision Commissioners were read a first time.—Mr Whitaker, replying to Mr Wilson, said that the Government would introduce Bills to amend the Native Land and Native Land Court Laws. The Married Women's Property Bill (Whitaker) was read a first time.: [477, 930, 625, 1012]
atkins-name: A. ATKINS.: [61, 1146, 103, 1156]
adams-just: JUST OPENED UP—: [202, 155, 276, 165]
column-7: very efficient Fire Brigade, and an ample supply of water. The strong argument for Patea is that we have a very efficient Fire Brigade, and, as a country town, there are most luckily what is termed "blocks" of houses in it, nearly every house too is well supplied with water. I should like to say a little as regards the capabilities of our Fire Brigade. 1st They have about 20 good "Volunteers" in it, who are as good as a whole town, because they are strong young fellows, and thoroughly understand their business. The fire which took place at a house on one of our own "blocks" the other night would have swept one side of that street had not the Fire Brigade not turned out, and smothered a fire with a loss only of about £100 worth of property, which might have caused a loss of at least of £20,000. The fire took place in the upstairs of a cabinet maker's shop in the middle of the night, and was all ablaze when the Fire Brigade turned up and saved the whole concern. They also have a very good man in Mr Dixon as captain. Trusting some more able person than I am will take the matter up.—I am &c., A LARGE INSURER. CABLE NEWS. HOME AND FOREIGN. [REUTER—COPYRIGHT.] (Received June 20, 3.5 p.m.) LONDON, June 19. Telegrams are to hand reporting that an Egyptian marabout is preaching a jehad, or holy war, in south-west Egypt. A Turk despatch on the subject adds that the Egyptian Government has sufficiently strong forces in the locality to effect the capture of the marabout and his followers. (Received June 21, 11 a.m.) Consols remain at 100½. New Zealand securities are unchanged. Breadstuffs market dull. Adelaide wheat, ex store, 47s. New Zealand wheat, ex store, 43s to 46s. Adelaide flour, ex store, 59s. Australian tallow: Best beef, 41s; best mutton, 42s 6d. The tone of to-day's wool sale was again steady, but without active demand. The catalogue comprised 11,000 bales. Recent reports from France state that a deficiency is expected in this year's wheat crop owing to unfavourable weather. (Received June 21, 1.5 a.m.) In the House of Lords last night the Bill for legalising marriage with a deceased wife's sister passed through Committee, and was ordered to be read a third time. The Daily News in its issue this morning confirms the statement that Sir A. Musgrave, late Governor of Jamaica, and not Mr Richard O'Shaughnessy, has been appointed to the vacant Governorship of Queensland, and states that Sir Anthony will sail for Australia in a few weeks. AUSTRALIAN. [REUTER—COPYRIGHT.] (Received June 20, 10 p.m.) MELBOURNE, June 20. At a conference of Australian Underwriters' held this afternoon, it was decided to adopt a general tariff for homeward and outward shipping, applicable to the whole of the colonies. The conference also resolved to accept the New Zealand underwriters' tariff for New Zealand ports. (Received June 21, 1.5 a.m.) SYDNEY, June 20. The libel case, Anderson v. the proprietors of the Sydney Morning Herald was concluded to day. The jury returned a verdict for plaintiff, damages £450. (Received June 21, 11 a.m.) MELBOURNE, June 20. Shipping men quoted as 4d to 11d; market dull. No business doing in malting barley or New Zealand oats. (Received June 21, 12.30 p.m.) With the exception of South Australia, all the colonies have intimated their willingness to share in the expenses of the annexation of New Hebrides. LATEST NEWS. HOME AND FOREIGN. [REUTER—COPYRIGHT.] (Received June 22, 6.50 a.m.) VIENNA, June 20. Heavy rains have fallen over a large portion of Central Europe, and a devastating flood occurred in Silesia, Bohemia, and Moravia. ST. PETERSBURG, June 20. General Gourko, commander in chief of the military districts of Odessa has been appointed Governor-General of Warsaw, and the province of the Vistula. LONDON, June 21. The Irish Bishops have written to the Vatican expressing their willingness to accept the directions of the Pope in his recent encyclical letter with regard to State affairs in Ireland, and the attitude of the Irish clergy. Merchant Shipping and Underwriter's Association:—Arrived, Ships Ganymede, from Timaru, 21st February; G. F. Harbin, from Lyttelton, 15th March; Dalham Tower, from Lyttelton, 9th March; Pareora, from Lyttelton, from 16th March. THE LYELL TRAGEDY. The Verdict. [PER PRESS ASSOCIATION.] NELSON, June 21. In the Lyell murder case the jury retired at midnight, and after an absence of forty-five minutes, returned a verdict of manslaughter. Prisoner, in reply to the Judge, said he had been convicted on: [938, 26, 1115, 1514]
council-text-2: In the Council to-day in reply to Mr George Wilkinson, Mr Whitaker said that the reason the accounts for the last three months of the financial year had not been published was because it was usual to reserve them for the Financial Statement. Mr Reardon moved the adoption of the Address in Reply, and Mr Barnicoat seconded. Sir G. Whitmore deprecated the action of Mr Grey in dealing with the Crown Hall. Mr Mantell said that they had no doubt that the chief point contained in the speech was the greatest insult ever offered to a body of men. Mr Manners said the motion was adopted. The debate was adjourned. The following Bills were read a second time without debate, and referred to the Statute Revision Council: Criminal Code, Coroners Act Amendment, Property Law Consolidation, Trustee, Crown Grants, Sheriffs.: [477, 1024, 625, 1228]
insurance-body: SIR,—I observed in your contemporary, the Wanganui Chronicle of yesterday, that the business men of Wanganui had held a meeting at which the new tariff that is now being imposed was unanimously condemned, and as I think justly so too. Now, sir, I would recommend the business men of Patea to co-operate with Wanganui in this action. The great argument in favour of low rates in Wanganui is that they have a: [789, 1392, 937, 1494]
brown-text-2: Imported and Colonial-made Boots and Shoes,: [18, 872, 146, 900]
column-4: It is stated that "the investigation by a citizens' committee of the Washington (U.S.) Police Department has disclosed a most extraordinary state of affairs. The committee has been at work for three months, and it has discovered proofs of the existence of a widespread conspiracy between the detectives and the thieves, whereby the former were given so far as to plan robberies, send for criminals to commit them, and divide the profits with them. The committee has secured the indictment of 34 persons, most of whom were detectives, and the abolition also of the whole detective force by Congress. The investigation has a national interest, inasmuch as the unlawful combination which it has disclosed operated in the interest of more prominent criminals than ordinary thieves, and has seriously impeded the administration of justice in the court." The Bassagon, an Italian paper, published the following letter of lamentation at the annexation of New Guinea:— "Farewell to the project and the curiosity made by our travellers and our Geographical Society. Farewell to the labours, the studies, and the discoveries of Beccari de Albertis and many others, who have recently spent years in New Guinea to make us and our Government acquainted with the natural riches, capabilities, and magnitude of an island which, for Italy, was the only one that the Colonial monopolies of other Powers had still left free. Here is an island which in size is greater than Italy, which is rich and fertile, vast to afford abundant means of development for the commerce and enterprise of a great nation. I do not say that Italy should have occupied the whole island; that would have been impracticable. But Signor Mancini should, as at the Bay of Assab, have established a footing there, in order to prevent others from occupying it completely." Nelson Colonist says:— "The unholy alliance entered into between the Otago members and those of Canterbury contemplates stifling our claims and those of all the northern parts of the island for railway extension by imposing special taxation that would make ruin the price. Otago is the chief seat of this pernicious movement, and the motive is undoubtedly money. The advocates of separation are becoming dangerous. They show signs of so far sharing their grievances as to be willing to accept what they call provincial separation; but it is precisely in that our danger lies." A note for £10,000 on the Bank of England once had a singular history. It was paid out to one of the Directors of the Bank, who soon after lost it under such circumstances that he was satisfied, and succeeded in satisfying the Bank, that it had fallen into the fire and been destroyed. Given a new note, for which he returned a proper receipt and guarantee. Many years after, the original note, was presented for payment; the Bank endeavoured to dispute it, but could not, for it was genuine and in the hands of an innocent person, and the Bank had to pay it. Its history was then looked into, and it was ascertained that, instead of being burned, it had been carried up the chimney by a draft, and had found a safe lodgment in some cavity in the flue. Here it had remained until alterations in the house necessitated the removal of the chimney; then it was discovered by a workman, who regarded it as a legitimate find, and who presented it for payment. PARLIAMENT. LEGISLATIVE COUNCIL. TUESDAY, JUNE 19. In the Council yesterday a number of Bills prepared by the Statute Revision Commissioners were read a first time.—Mr Whitaker, replying to Mr Wilson, said that the Government would introduce Bills to amend the Native Land and Native Land Court Laws. The Married Women's Property Bill (Whitaker) was read a first time. WEDNESDAY, JUNE 20. In the Council to-day in reply to Mr George Wilkinson, Mr Whitaker said that the reason the accounts for the last three months of the financial year had not been published was because it was usual to reserve them for the Financial Statement. Mr Reardon moved the adoption of the Address in Reply, and Mr Barnicoat seconded. Sir G. Whitmore deprecated the action of Mr Grey in dealing with the Crown Hall. Mr Mantell said that they had no doubt that the chief point contained in the speech was the greatest insult ever offered to a body of men. Mr Manners said the motion was adopted. The debate was adjourned. The following Bills were read a second time without debate, and referred to the Statute Revision Council: Criminal Code, Coroners Act Amendment, Property Law Consolidation, Trustee, Crown Grants, Sheriffs. HOUSE OF REPRESENTATIVES. TUESDAY, JUNE 19. In the House to-day, a very large number of questions and motions were given, amongst them one by Mr Bentham in favour of the colonies taking concerted action to secure fair representation in the Imperial Parliament. In reply to Mr Ivess. The Minister stated that a Bill would be introduced to amend the Registration of Electors Act, 1879, and the extension of the Judges would be called to the necessity of making regulations under the Elections Petitions Act, to prevent excessive charges. The following Bills were introduced and read a first time:—Local Courts Bill, Tenants Fixtures Bill, Prisons Bill, Bankruptcy Bill (Minister of Justice); Chattels Security Bill, Mortgagees Release Bill (Fieldwick); Fisheries Bill, Impounding Bill (Colonial Secretary); Stamp Act Amendment Bill (Grey); Coroners Act Amendment Bill (Stewart). The usual sessional committees were appointed. Mr Shaw moved the address in reply. The following are the main points:—He was sure that the pleasure expressed by the Governor at meeting them was certainly reciprocal. His Excellency had earned his position by merit, and was likely to entirely sympathise with all their efforts for the good of the colony. There was no doubt on the advisability of Pacific annexation, but if British interests could be advanced peacefully, no doubt they should aid it. A vote of thanks should: [470, 26, 631, 1514]
clere-name-2: F. de J. CLERE.: [55, 1221, 109, 1231]
adams-sub: IMPORTER, PATEA.: [192, 133, 286, 145]
latest-sub: HOME AND FOREIGN.: [957, 1002, 1097, 1017]
insurance-title: HIGH INSURANCE RATES.: [803, 1360, 923, 1370]
reps-heading: HOUSE OF REPRESENTATIVES.: [479, 1239, 623, 1249]
adams-cases-2: 17 CASES ex British King, from London.: [188, 180, 313, 203]
scale-sub: ADVERTISING SCALE.: [42, 1386, 122, 1396]
port-heading: PORT OF PATEA.: [51, 63, 113, 72]
adams-cases-1: 15 CASES ex Clossburn, from Glasgow.: [165, 167, 312, 190]
sf-mail-title: SAN FRANCISCO MAIL SERVICE.: [19, 519, 145, 529]
money-place: Waverley.: [123, 1344, 156, 1354]
